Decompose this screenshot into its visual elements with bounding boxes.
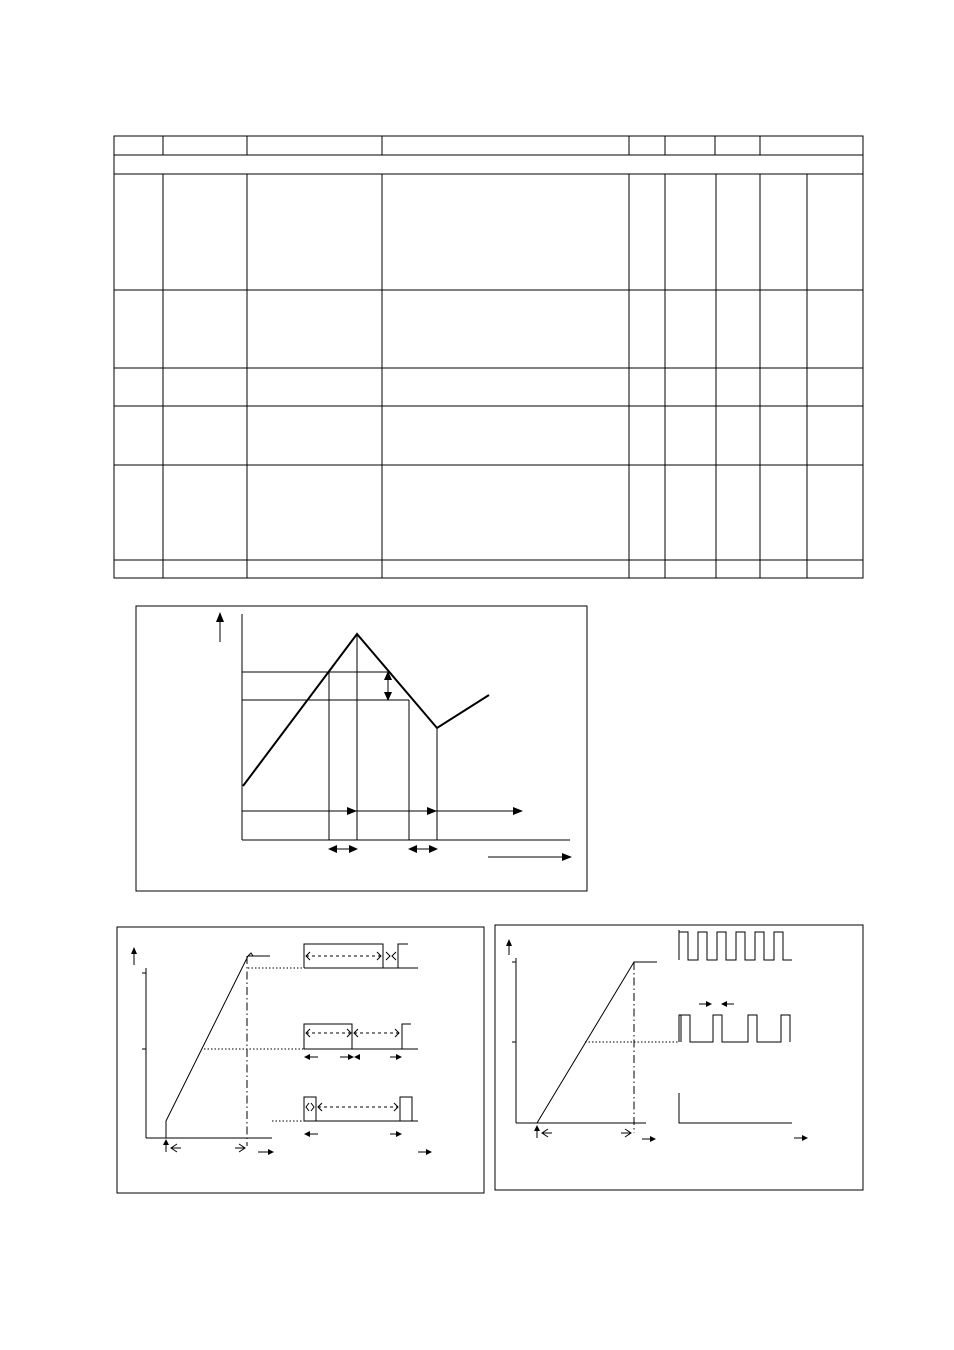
waveform-line <box>243 634 489 786</box>
arrowhead <box>802 1135 808 1141</box>
arrowhead <box>408 845 417 853</box>
ramp-line <box>166 956 270 1138</box>
table-frame <box>114 136 863 578</box>
arrowhead <box>328 845 337 853</box>
arrowhead <box>562 853 572 861</box>
arrowhead <box>534 1125 540 1131</box>
pulse <box>402 1024 411 1049</box>
pulse <box>304 1024 352 1049</box>
arrowhead <box>650 1136 656 1142</box>
arrowhead <box>304 1131 310 1137</box>
arrowhead <box>506 939 512 946</box>
arrowhead <box>354 1054 360 1060</box>
arrowhead <box>396 1131 402 1137</box>
ramp-pulse-frequency-figure <box>495 925 863 1190</box>
arrowhead <box>429 845 438 853</box>
ramp-pulse-width-figure <box>117 927 484 1193</box>
arrowhead <box>392 952 396 960</box>
arrowhead <box>304 1054 310 1060</box>
arrowhead <box>349 845 358 853</box>
parameter-table <box>114 136 863 578</box>
pulse <box>398 944 408 968</box>
figure-frame <box>136 606 587 891</box>
arrowhead <box>131 947 137 954</box>
arrowhead <box>513 807 523 815</box>
arrowhead <box>163 1139 169 1145</box>
arrowhead <box>348 1054 354 1060</box>
arrowhead <box>386 952 390 960</box>
arrowhead <box>396 1054 402 1060</box>
arrowhead <box>706 1001 712 1007</box>
empty-output-axes <box>679 1093 792 1123</box>
arrowhead <box>216 612 224 622</box>
pulse <box>304 1097 316 1121</box>
low-frequency-pulses <box>679 1015 790 1042</box>
arrowhead <box>427 807 437 815</box>
arrowhead <box>268 1149 274 1155</box>
arrowhead <box>306 1103 309 1111</box>
figure-frame <box>495 925 863 1190</box>
high-frequency-pulses <box>679 932 792 960</box>
arrowhead <box>721 1001 727 1007</box>
arrowhead <box>347 807 357 815</box>
pulse <box>400 1097 412 1121</box>
arrowhead <box>426 1149 432 1155</box>
arrowhead <box>311 1103 314 1111</box>
triangle-waveform-figure <box>136 606 587 891</box>
